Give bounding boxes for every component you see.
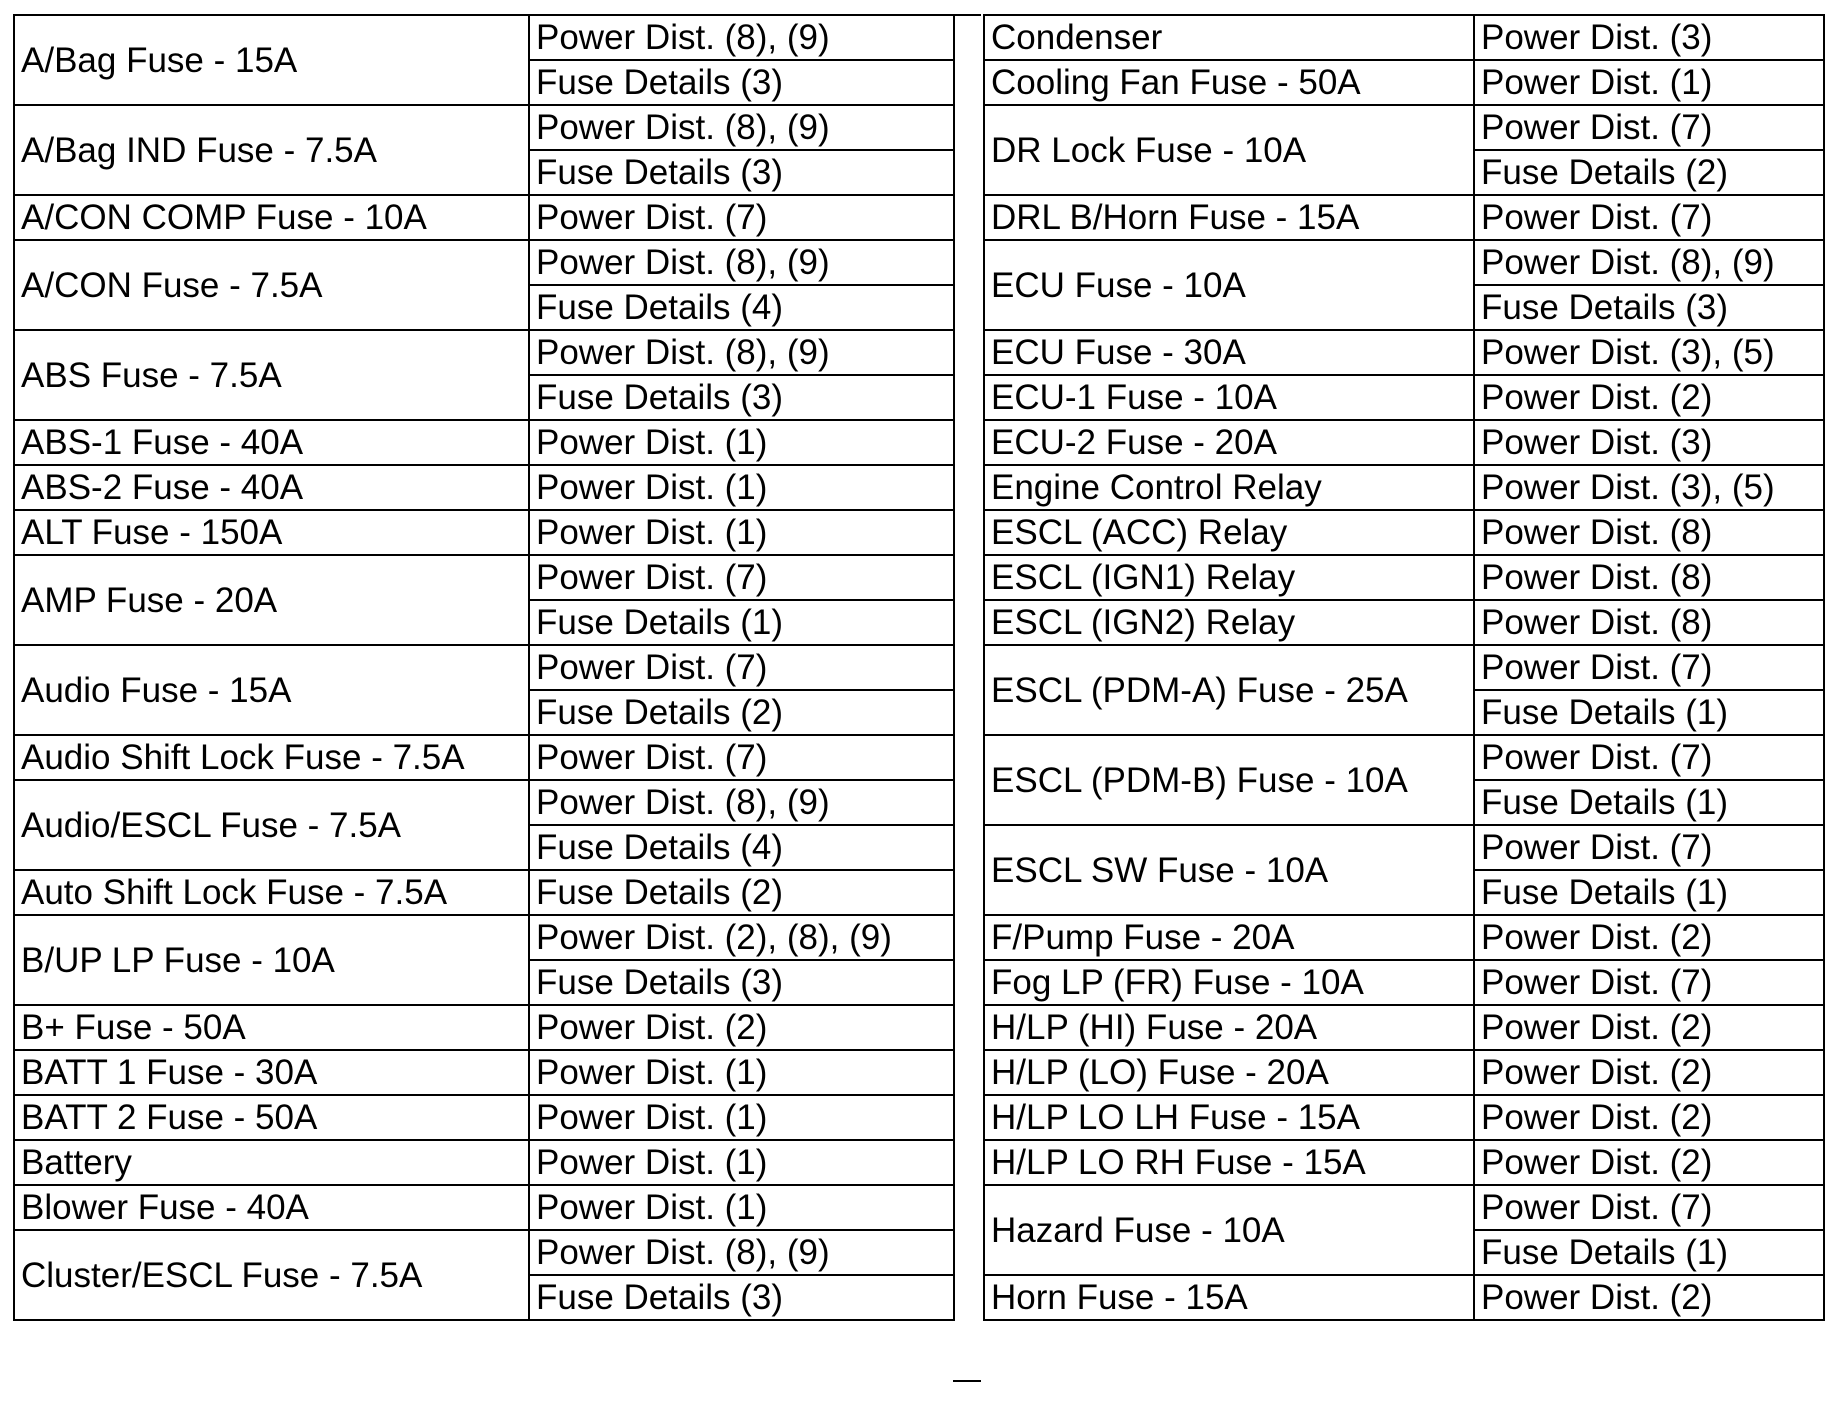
reference-cell: Power Dist. (1) xyxy=(529,1185,954,1230)
table-row xyxy=(14,420,954,465)
reference-cell: Power Dist. (8) xyxy=(1474,600,1824,645)
table-row xyxy=(984,1095,1824,1140)
table-row xyxy=(984,1050,1824,1095)
table-row xyxy=(984,825,1824,870)
table-row xyxy=(14,645,954,690)
component-name-cell: H/LP LO LH Fuse - 15A xyxy=(984,1095,1474,1140)
table-row xyxy=(984,105,1824,150)
table-row xyxy=(14,735,954,780)
table-row xyxy=(984,960,1824,1005)
reference-cell: Power Dist. (8), (9) xyxy=(529,105,954,150)
component-name-cell: Audio/ESCL Fuse - 7.5A xyxy=(14,780,529,870)
component-name-cell: ABS Fuse - 7.5A xyxy=(14,330,529,420)
table-row xyxy=(984,1275,1824,1320)
reference-cell: Fuse Details (2) xyxy=(1474,150,1824,195)
component-name-cell: DRL B/Horn Fuse - 15A xyxy=(984,195,1474,240)
table-row xyxy=(984,330,1824,375)
reference-cell: Fuse Details (2) xyxy=(529,690,954,735)
reference-cell: Power Dist. (7) xyxy=(1474,105,1824,150)
reference-cell: Power Dist. (8) xyxy=(1474,510,1824,555)
component-name-cell: Blower Fuse - 40A xyxy=(14,1185,529,1230)
component-name-cell: ESCL SW Fuse - 10A xyxy=(984,825,1474,915)
reference-cell: Power Dist. (7) xyxy=(529,195,954,240)
column-separator xyxy=(953,14,981,1382)
reference-cell: Power Dist. (7) xyxy=(1474,195,1824,240)
reference-cell: Power Dist. (3) xyxy=(1474,420,1824,465)
reference-cell: Power Dist. (8) xyxy=(1474,555,1824,600)
table-row xyxy=(984,510,1824,555)
reference-cell: Power Dist. (2), (8), (9) xyxy=(529,915,954,960)
reference-cell: Fuse Details (1) xyxy=(1474,780,1824,825)
table-row xyxy=(14,1050,954,1095)
component-name-cell: ABS-2 Fuse - 40A xyxy=(14,465,529,510)
component-name-cell: ECU Fuse - 30A xyxy=(984,330,1474,375)
table-row xyxy=(984,15,1824,60)
component-name-cell: H/LP (HI) Fuse - 20A xyxy=(984,1005,1474,1050)
component-name-cell: Fog LP (FR) Fuse - 10A xyxy=(984,960,1474,1005)
component-name-cell: Cooling Fan Fuse - 50A xyxy=(984,60,1474,105)
table-row xyxy=(984,1185,1824,1230)
reference-cell: Power Dist. (2) xyxy=(529,1005,954,1050)
table-row xyxy=(14,1230,954,1275)
reference-cell: Fuse Details (4) xyxy=(529,285,954,330)
table-row xyxy=(984,645,1824,690)
reference-cell: Power Dist. (2) xyxy=(1474,1005,1824,1050)
fuse-index-table-left xyxy=(13,14,955,1321)
reference-cell: Power Dist. (7) xyxy=(529,645,954,690)
component-name-cell: F/Pump Fuse - 20A xyxy=(984,915,1474,960)
table-row xyxy=(14,555,954,600)
component-name-cell: Cluster/ESCL Fuse - 7.5A xyxy=(14,1230,529,1320)
table-row xyxy=(14,1140,954,1185)
reference-cell: Power Dist. (7) xyxy=(529,555,954,600)
table-row xyxy=(14,1095,954,1140)
table-row xyxy=(14,465,954,510)
component-name-cell: A/CON Fuse - 7.5A xyxy=(14,240,529,330)
component-name-cell: A/Bag Fuse - 15A xyxy=(14,15,529,105)
component-name-cell: B+ Fuse - 50A xyxy=(14,1005,529,1050)
table-row xyxy=(14,240,954,285)
reference-cell: Power Dist. (1) xyxy=(529,1095,954,1140)
reference-cell: Power Dist. (8), (9) xyxy=(529,330,954,375)
reference-cell: Power Dist. (2) xyxy=(1474,915,1824,960)
reference-cell: Power Dist. (1) xyxy=(529,510,954,555)
component-name-cell: Audio Shift Lock Fuse - 7.5A xyxy=(14,735,529,780)
reference-cell: Power Dist. (2) xyxy=(1474,1050,1824,1095)
reference-cell: Fuse Details (3) xyxy=(529,960,954,1005)
reference-cell: Power Dist. (1) xyxy=(529,1050,954,1095)
reference-cell: Power Dist. (7) xyxy=(529,735,954,780)
reference-cell: Fuse Details (1) xyxy=(1474,1230,1824,1275)
table-row xyxy=(14,870,954,915)
table-row xyxy=(14,510,954,555)
component-name-cell: Hazard Fuse - 10A xyxy=(984,1185,1474,1275)
table-row xyxy=(984,465,1824,510)
component-name-cell: Auto Shift Lock Fuse - 7.5A xyxy=(14,870,529,915)
table-row xyxy=(14,1185,954,1230)
table-row xyxy=(984,240,1824,285)
reference-cell: Fuse Details (2) xyxy=(529,870,954,915)
component-name-cell: B/UP LP Fuse - 10A xyxy=(14,915,529,1005)
component-name-cell: ESCL (PDM-A) Fuse - 25A xyxy=(984,645,1474,735)
reference-cell: Power Dist. (7) xyxy=(1474,825,1824,870)
reference-cell: Fuse Details (1) xyxy=(1474,690,1824,735)
component-name-cell: A/CON COMP Fuse - 10A xyxy=(14,195,529,240)
table-row xyxy=(984,555,1824,600)
reference-cell: Power Dist. (8), (9) xyxy=(529,780,954,825)
table-row xyxy=(984,375,1824,420)
reference-cell: Fuse Details (3) xyxy=(529,150,954,195)
table-row xyxy=(14,105,954,150)
table-row xyxy=(14,195,954,240)
table-row xyxy=(14,15,954,60)
component-name-cell: H/LP (LO) Fuse - 20A xyxy=(984,1050,1474,1095)
reference-cell: Power Dist. (1) xyxy=(529,1140,954,1185)
fuse-index-table-right xyxy=(983,14,1825,1321)
component-name-cell: ECU-2 Fuse - 20A xyxy=(984,420,1474,465)
component-name-cell: Horn Fuse - 15A xyxy=(984,1275,1474,1320)
table-row xyxy=(14,330,954,375)
table-row xyxy=(14,780,954,825)
reference-cell: Fuse Details (3) xyxy=(1474,285,1824,330)
component-name-cell: ESCL (PDM-B) Fuse - 10A xyxy=(984,735,1474,825)
table-row xyxy=(984,420,1824,465)
component-name-cell: Battery xyxy=(14,1140,529,1185)
component-name-cell: A/Bag IND Fuse - 7.5A xyxy=(14,105,529,195)
component-name-cell: ESCL (IGN2) Relay xyxy=(984,600,1474,645)
reference-cell: Power Dist. (2) xyxy=(1474,1095,1824,1140)
component-name-cell: ECU-1 Fuse - 10A xyxy=(984,375,1474,420)
reference-cell: Power Dist. (3) xyxy=(1474,15,1824,60)
table-row xyxy=(984,195,1824,240)
component-name-cell: BATT 2 Fuse - 50A xyxy=(14,1095,529,1140)
reference-cell: Power Dist. (1) xyxy=(1474,60,1824,105)
reference-cell: Power Dist. (8), (9) xyxy=(529,1230,954,1275)
component-name-cell: DR Lock Fuse - 10A xyxy=(984,105,1474,195)
reference-cell: Power Dist. (8), (9) xyxy=(1474,240,1824,285)
reference-cell: Power Dist. (2) xyxy=(1474,1275,1824,1320)
component-name-cell: ALT Fuse - 150A xyxy=(14,510,529,555)
reference-cell: Fuse Details (4) xyxy=(529,825,954,870)
table-row xyxy=(14,915,954,960)
reference-cell: Power Dist. (3), (5) xyxy=(1474,465,1824,510)
reference-cell: Power Dist. (8), (9) xyxy=(529,240,954,285)
reference-cell: Power Dist. (7) xyxy=(1474,735,1824,780)
component-name-cell: Engine Control Relay xyxy=(984,465,1474,510)
reference-cell: Power Dist. (1) xyxy=(529,420,954,465)
table-row xyxy=(984,915,1824,960)
reference-cell: Power Dist. (1) xyxy=(529,465,954,510)
reference-cell: Fuse Details (3) xyxy=(529,375,954,420)
component-name-cell: ESCL (IGN1) Relay xyxy=(984,555,1474,600)
component-name-cell: H/LP LO RH Fuse - 15A xyxy=(984,1140,1474,1185)
reference-cell: Fuse Details (1) xyxy=(529,600,954,645)
table-row xyxy=(984,60,1824,105)
component-name-cell: Condenser xyxy=(984,15,1474,60)
table-row xyxy=(984,1140,1824,1185)
reference-cell: Fuse Details (3) xyxy=(529,60,954,105)
table-row xyxy=(14,1005,954,1050)
component-name-cell: ECU Fuse - 10A xyxy=(984,240,1474,330)
table-row xyxy=(984,735,1824,780)
reference-cell: Power Dist. (7) xyxy=(1474,645,1824,690)
component-name-cell: ESCL (ACC) Relay xyxy=(984,510,1474,555)
component-name-cell: BATT 1 Fuse - 30A xyxy=(14,1050,529,1095)
reference-cell: Power Dist. (8), (9) xyxy=(529,15,954,60)
reference-cell: Fuse Details (3) xyxy=(529,1275,954,1320)
reference-cell: Power Dist. (3), (5) xyxy=(1474,330,1824,375)
reference-cell: Fuse Details (1) xyxy=(1474,870,1824,915)
reference-cell: Power Dist. (2) xyxy=(1474,375,1824,420)
component-name-cell: Audio Fuse - 15A xyxy=(14,645,529,735)
component-name-cell: AMP Fuse - 20A xyxy=(14,555,529,645)
reference-cell: Power Dist. (2) xyxy=(1474,1140,1824,1185)
reference-cell: Power Dist. (7) xyxy=(1474,960,1824,1005)
component-name-cell: ABS-1 Fuse - 40A xyxy=(14,420,529,465)
table-row xyxy=(984,1005,1824,1050)
table-row xyxy=(984,600,1824,645)
reference-cell: Power Dist. (7) xyxy=(1474,1185,1824,1230)
